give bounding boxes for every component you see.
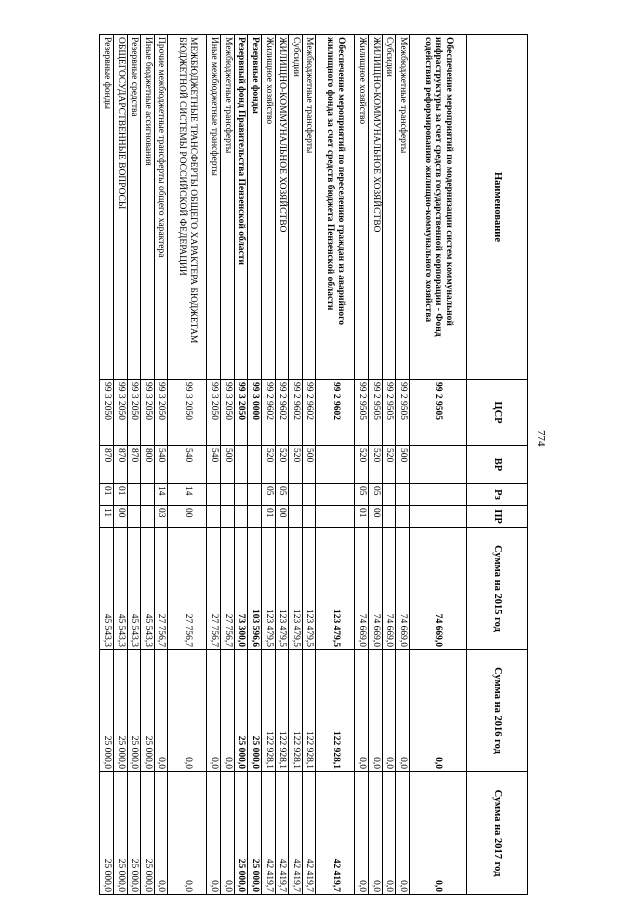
cell-sum-2016: 25 000,0 xyxy=(248,650,262,772)
cell-sum-2015: 27 756,7 xyxy=(221,528,235,650)
cell-sum-2016: 122 928,1 xyxy=(289,650,303,772)
cell-vr: 870 xyxy=(114,446,128,484)
cell-sum-2015: 45 543,3 xyxy=(127,528,141,650)
cell-vr: 870 xyxy=(127,446,141,484)
cell-sum-2015: 123 479,5 xyxy=(262,528,276,650)
cell-sum-2016: 0,0 xyxy=(369,650,383,772)
cell-name: МЕЖБЮДЖЕТНЫЕ ТРАНСФЕРТЫ ОБЩЕГО ХАРАКТЕРА БЮДЖЕТАМ БЮДЖЕТНОЙ СИСТЕМЫ РОССИЙСКОЙ ФЕДЕРАЦИИ xyxy=(168,35,207,380)
cell-sum-2017: 0,0 xyxy=(382,772,396,895)
cell-sum-2017: 25 000,0 xyxy=(248,772,262,895)
cell-vr: 500 xyxy=(221,446,235,484)
cell-rz xyxy=(316,484,355,506)
cell-vr: 520 xyxy=(369,446,383,484)
cell-name: Межбюджетные трансферты xyxy=(302,35,316,380)
table-row xyxy=(396,35,410,895)
cell-csr: 99 2 9505 xyxy=(410,380,467,446)
table-row xyxy=(154,35,168,895)
cell-rz: 01 xyxy=(114,484,128,506)
cell-name: ОБЩЕГОСУДАРСТВЕННЫЕ ВОПРОСЫ xyxy=(114,35,128,380)
cell-vr: 500 xyxy=(302,446,316,484)
cell-sum-2016: 122 928,1 xyxy=(262,650,276,772)
cell-sum-2015: 103 596,6 xyxy=(248,528,262,650)
cell-sum-2015: 74 669,0 xyxy=(396,528,410,650)
cell-sum-2015: 123 479,5 xyxy=(316,528,355,650)
cell-name: Субсидии xyxy=(289,35,303,380)
cell-pr xyxy=(302,506,316,528)
cell-csr: 99 2 9505 xyxy=(382,380,396,446)
cell-pr xyxy=(382,506,396,528)
cell-sum-2016: 122 928,1 xyxy=(302,650,316,772)
header-sum-2016: Сумма на 2016 год xyxy=(467,650,528,772)
cell-name: Иные межбюджетные трансферты xyxy=(207,35,221,380)
cell-name: ЖИЛИЩНО-КОММУНАЛЬНОЕ ХОЗЯЙСТВО xyxy=(369,35,383,380)
cell-sum-2015: 123 479,5 xyxy=(302,528,316,650)
cell-rz xyxy=(141,484,155,506)
cell-sum-2017: 0,0 xyxy=(410,772,467,895)
cell-sum-2016: 25 000,0 xyxy=(234,650,248,772)
header-csr: ЦСР xyxy=(467,380,528,446)
cell-csr: 99 2 9505 xyxy=(396,380,410,446)
cell-sum-2017: 42 419,7 xyxy=(275,772,289,895)
table-row xyxy=(262,35,276,895)
cell-sum-2017: 42 419,7 xyxy=(262,772,276,895)
cell-sum-2015: 27 756,7 xyxy=(207,528,221,650)
cell-csr: 99 2 9602 xyxy=(289,380,303,446)
cell-name: Резервный фонд Правительства Пензенской области xyxy=(234,35,248,380)
cell-name: Жилищное хозяйство xyxy=(262,35,276,380)
table-row xyxy=(289,35,303,895)
cell-csr: 99 3 0000 xyxy=(248,380,262,446)
table-row xyxy=(221,35,235,895)
table-row xyxy=(302,35,316,895)
cell-csr: 99 2 9602 xyxy=(262,380,276,446)
cell-sum-2015: 45 543,3 xyxy=(141,528,155,650)
cell-sum-2016: 122 928,1 xyxy=(275,650,289,772)
cell-name: Резервные фонды xyxy=(100,35,114,380)
cell-vr xyxy=(234,446,248,484)
cell-pr: 00 xyxy=(114,506,128,528)
cell-pr xyxy=(396,506,410,528)
header-rz: Рз xyxy=(467,484,528,506)
cell-rz: 14 xyxy=(154,484,168,506)
cell-vr: 520 xyxy=(382,446,396,484)
cell-pr: 00 xyxy=(168,506,207,528)
cell-rz xyxy=(207,484,221,506)
table-row xyxy=(141,35,155,895)
cell-vr: 870 xyxy=(100,446,114,484)
table-row xyxy=(168,35,207,895)
cell-csr: 99 2 9602 xyxy=(302,380,316,446)
cell-rz xyxy=(248,484,262,506)
cell-name: Жилищное хозяйство xyxy=(355,35,369,380)
cell-csr: 99 3 2050 xyxy=(207,380,221,446)
cell-sum-2017: 0,0 xyxy=(154,772,168,895)
table-row xyxy=(248,35,262,895)
cell-csr: 99 2 9505 xyxy=(355,380,369,446)
cell-rz: 05 xyxy=(369,484,383,506)
cell-csr: 99 3 2050 xyxy=(100,380,114,446)
table-row xyxy=(410,35,467,895)
cell-sum-2016: 0,0 xyxy=(168,650,207,772)
cell-sum-2017: 25 000,0 xyxy=(127,772,141,895)
cell-pr xyxy=(289,506,303,528)
header-sum-2017: Сумма на 2017 год xyxy=(467,772,528,895)
cell-rz xyxy=(234,484,248,506)
cell-sum-2017: 42 419,7 xyxy=(289,772,303,895)
cell-rz: 05 xyxy=(262,484,276,506)
table-row xyxy=(234,35,248,895)
table-row xyxy=(316,35,355,895)
cell-vr: 520 xyxy=(275,446,289,484)
cell-name: Межбюджетные трансферты xyxy=(396,35,410,380)
cell-sum-2015: 45 543,3 xyxy=(100,528,114,650)
cell-vr: 520 xyxy=(262,446,276,484)
cell-pr: 03 xyxy=(154,506,168,528)
cell-csr: 99 3 2050 xyxy=(127,380,141,446)
cell-sum-2015: 74 669,0 xyxy=(355,528,369,650)
cell-rz xyxy=(289,484,303,506)
cell-sum-2016: 0,0 xyxy=(410,650,467,772)
cell-sum-2016: 25 000,0 xyxy=(114,650,128,772)
cell-csr: 99 3 2050 xyxy=(114,380,128,446)
cell-sum-2017: 25 000,0 xyxy=(100,772,114,895)
cell-vr: 540 xyxy=(168,446,207,484)
table-row xyxy=(207,35,221,895)
cell-vr xyxy=(248,446,262,484)
cell-rz xyxy=(382,484,396,506)
cell-sum-2017: 0,0 xyxy=(168,772,207,895)
cell-vr: 800 xyxy=(141,446,155,484)
cell-sum-2016: 25 000,0 xyxy=(100,650,114,772)
cell-pr xyxy=(410,506,467,528)
cell-sum-2015: 123 479,5 xyxy=(289,528,303,650)
cell-pr: 00 xyxy=(369,506,383,528)
cell-name: Субсидии xyxy=(382,35,396,380)
cell-sum-2017: 25 000,0 xyxy=(141,772,155,895)
cell-sum-2015: 73 300,0 xyxy=(234,528,248,650)
cell-sum-2015: 45 543,3 xyxy=(114,528,128,650)
cell-pr xyxy=(234,506,248,528)
cell-name: Резервные фонды xyxy=(248,35,262,380)
cell-sum-2016: 0,0 xyxy=(355,650,369,772)
table-row xyxy=(355,35,369,895)
cell-sum-2017: 42 419,7 xyxy=(316,772,355,895)
cell-name: ЖИЛИЩНО-КОММУНАЛЬНОЕ ХОЗЯЙСТВО xyxy=(275,35,289,380)
cell-rz: 05 xyxy=(275,484,289,506)
table-header-row xyxy=(467,35,528,895)
cell-sum-2016: 0,0 xyxy=(154,650,168,772)
page-number-strip xyxy=(526,0,554,905)
cell-name: Обеспечение мероприятий по модернизации систем коммунальной инфраструктуры за счет средств государственной корпорации - Фонд содействия реформированию жилищно-коммунального хозяйства xyxy=(410,35,467,380)
cell-pr: 01 xyxy=(355,506,369,528)
cell-rz xyxy=(410,484,467,506)
cell-rz xyxy=(302,484,316,506)
cell-pr: 01 xyxy=(262,506,276,528)
cell-vr: 540 xyxy=(154,446,168,484)
cell-csr: 99 3 2050 xyxy=(221,380,235,446)
cell-sum-2015: 74 669,0 xyxy=(382,528,396,650)
cell-vr xyxy=(410,446,467,484)
cell-csr: 99 2 9602 xyxy=(275,380,289,446)
cell-sum-2015: 123 479,5 xyxy=(275,528,289,650)
cell-name: Резервные средства xyxy=(127,35,141,380)
cell-sum-2016: 25 000,0 xyxy=(127,650,141,772)
cell-rz: 05 xyxy=(355,484,369,506)
cell-sum-2017: 0,0 xyxy=(369,772,383,895)
cell-pr xyxy=(127,506,141,528)
header-name: Наименование xyxy=(467,35,528,380)
cell-vr xyxy=(316,446,355,484)
cell-pr xyxy=(316,506,355,528)
cell-sum-2017: 25 000,0 xyxy=(234,772,248,895)
cell-pr xyxy=(207,506,221,528)
cell-sum-2017: 42 419,7 xyxy=(302,772,316,895)
table-row xyxy=(275,35,289,895)
cell-csr: 99 3 2050 xyxy=(234,380,248,446)
cell-sum-2016: 0,0 xyxy=(221,650,235,772)
cell-sum-2016: 0,0 xyxy=(382,650,396,772)
cell-rz xyxy=(127,484,141,506)
table-row xyxy=(100,35,114,895)
cell-rz: 01 xyxy=(100,484,114,506)
cell-name: Обеспечение мероприятий по переселению граждан из аварийного жилищного фонда за счет средств бюджета Пензенской области xyxy=(316,35,355,380)
cell-pr xyxy=(248,506,262,528)
header-sum-2015: Сумма на 2015 год xyxy=(467,528,528,650)
cell-rz xyxy=(396,484,410,506)
cell-vr: 520 xyxy=(289,446,303,484)
cell-pr xyxy=(141,506,155,528)
cell-sum-2015: 74 669,0 xyxy=(410,528,467,650)
cell-pr: 11 xyxy=(100,506,114,528)
table-row xyxy=(369,35,383,895)
table-row xyxy=(114,35,128,895)
cell-sum-2015: 74 669,0 xyxy=(369,528,383,650)
budget-table xyxy=(99,34,528,895)
cell-vr: 520 xyxy=(355,446,369,484)
header-pr: ПР xyxy=(467,506,528,528)
cell-sum-2017: 0,0 xyxy=(355,772,369,895)
header-vr: ВР xyxy=(467,446,528,484)
cell-sum-2016: 0,0 xyxy=(207,650,221,772)
cell-vr: 540 xyxy=(207,446,221,484)
table-row xyxy=(382,35,396,895)
cell-sum-2016: 122 928,1 xyxy=(316,650,355,772)
cell-name: Прочие межбюджетные трансферты общего характера xyxy=(154,35,168,380)
cell-rz: 14 xyxy=(168,484,207,506)
cell-name: Межбюджетные трансферты xyxy=(221,35,235,380)
cell-sum-2016: 25 000,0 xyxy=(141,650,155,772)
table-row xyxy=(127,35,141,895)
cell-csr: 99 2 9602 xyxy=(316,380,355,446)
cell-name: Иные бюджетные ассигнования xyxy=(141,35,155,380)
cell-csr: 99 3 2050 xyxy=(168,380,207,446)
cell-sum-2017: 0,0 xyxy=(221,772,235,895)
cell-vr: 500 xyxy=(396,446,410,484)
cell-csr: 99 3 2050 xyxy=(154,380,168,446)
cell-csr: 99 2 9505 xyxy=(369,380,383,446)
cell-sum-2017: 0,0 xyxy=(207,772,221,895)
cell-sum-2017: 0,0 xyxy=(396,772,410,895)
cell-sum-2015: 27 756,7 xyxy=(168,528,207,650)
cell-csr: 99 3 2050 xyxy=(141,380,155,446)
cell-pr xyxy=(221,506,235,528)
cell-rz xyxy=(221,484,235,506)
cell-sum-2017: 25 000,0 xyxy=(114,772,128,895)
cell-sum-2015: 27 756,7 xyxy=(154,528,168,650)
cell-pr: 00 xyxy=(275,506,289,528)
budget-table-sheet xyxy=(88,34,528,894)
cell-sum-2016: 0,0 xyxy=(396,650,410,772)
page-number: 774 xyxy=(535,430,547,447)
